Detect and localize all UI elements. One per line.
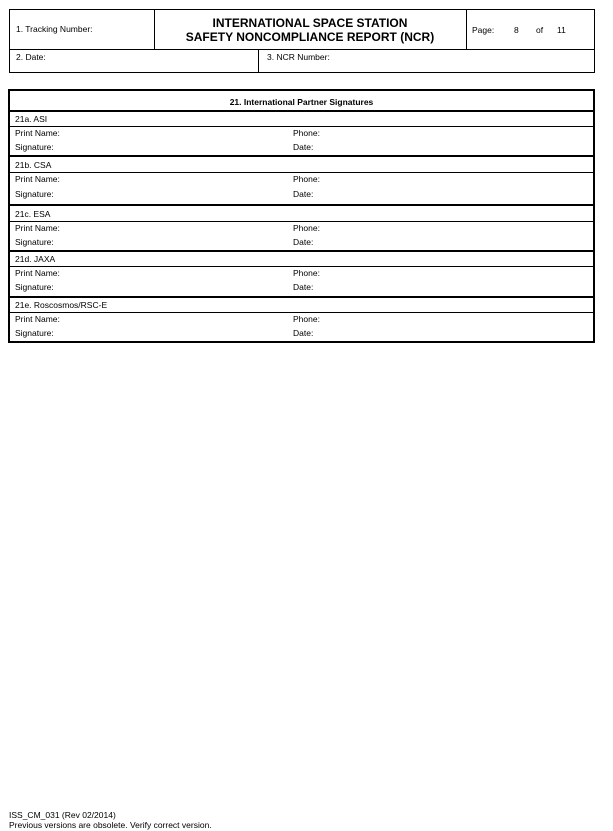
date-field[interactable]: Date: — [293, 237, 314, 247]
phone-field[interactable]: Phone: — [293, 128, 320, 138]
form-id: ISS_CM_031 (Rev 02/2014) — [9, 810, 116, 820]
tracking-number-label: 1. Tracking Number: — [16, 24, 93, 34]
signature-field[interactable]: Signature: — [15, 189, 54, 199]
date-field[interactable]: Date: — [293, 282, 314, 292]
print-name-field[interactable]: Print Name: — [15, 174, 60, 184]
partner-signatures-section — [8, 89, 595, 343]
row-divider — [10, 266, 593, 267]
page-total: 11 — [557, 25, 566, 35]
tracking-number-cell[interactable] — [10, 10, 155, 49]
block-divider — [10, 250, 593, 252]
signature-field[interactable]: Signature: — [15, 328, 54, 338]
ncr-number-label: 3. NCR Number: — [267, 52, 330, 62]
partner-id: 21b. CSA — [15, 160, 52, 170]
form-title — [154, 10, 467, 49]
of-label: of — [536, 25, 544, 35]
form-footer — [9, 810, 212, 830]
page-cell — [466, 10, 594, 49]
print-name-field[interactable]: Print Name: — [15, 314, 60, 324]
phone-field[interactable]: Phone: — [293, 268, 320, 278]
signature-field[interactable]: Signature: — [15, 142, 54, 152]
print-name-field[interactable]: Print Name: — [15, 268, 60, 278]
signature-field[interactable]: Signature: — [15, 282, 54, 292]
partner-id: 21c. ESA — [15, 209, 51, 219]
title-line-1: INTERNATIONAL SPACE STATION — [212, 16, 408, 30]
partner-id: 21a. ASI — [15, 114, 48, 124]
print-name-field[interactable]: Print Name: — [15, 223, 60, 233]
page-label: Page: — [472, 25, 495, 35]
partner-id: 21d. JAXA — [15, 254, 56, 264]
block-divider — [10, 155, 593, 157]
date-field[interactable]: Date: — [293, 328, 314, 338]
title-line-2: SAFETY NONCOMPLIANCE REPORT (NCR) — [185, 30, 435, 44]
phone-field[interactable]: Phone: — [293, 223, 320, 233]
date-field[interactable]: Date: — [293, 189, 314, 199]
row-divider — [10, 312, 593, 313]
phone-field[interactable]: Phone: — [293, 314, 320, 324]
obsolete-note: Previous versions are obsolete. Verify correct version. — [9, 820, 212, 830]
date-cell[interactable] — [10, 49, 259, 72]
print-name-field[interactable]: Print Name: — [15, 128, 60, 138]
block-divider — [10, 204, 593, 206]
date-ncr-row — [9, 49, 595, 73]
section-divider — [10, 110, 593, 112]
date-label: 2. Date: — [16, 52, 46, 62]
row-divider — [10, 172, 593, 173]
phone-field[interactable]: Phone: — [293, 174, 320, 184]
date-field[interactable]: Date: — [293, 142, 314, 152]
row-divider — [10, 221, 593, 222]
signature-field[interactable]: Signature: — [15, 237, 54, 247]
partner-id: 21e. Roscosmos/RSC-E — [15, 300, 108, 310]
page-number: 8 — [514, 25, 519, 35]
block-divider — [10, 296, 593, 298]
form-header — [9, 9, 595, 50]
section-title: 21. International Partner Signatures — [229, 97, 374, 107]
row-divider — [10, 126, 593, 127]
